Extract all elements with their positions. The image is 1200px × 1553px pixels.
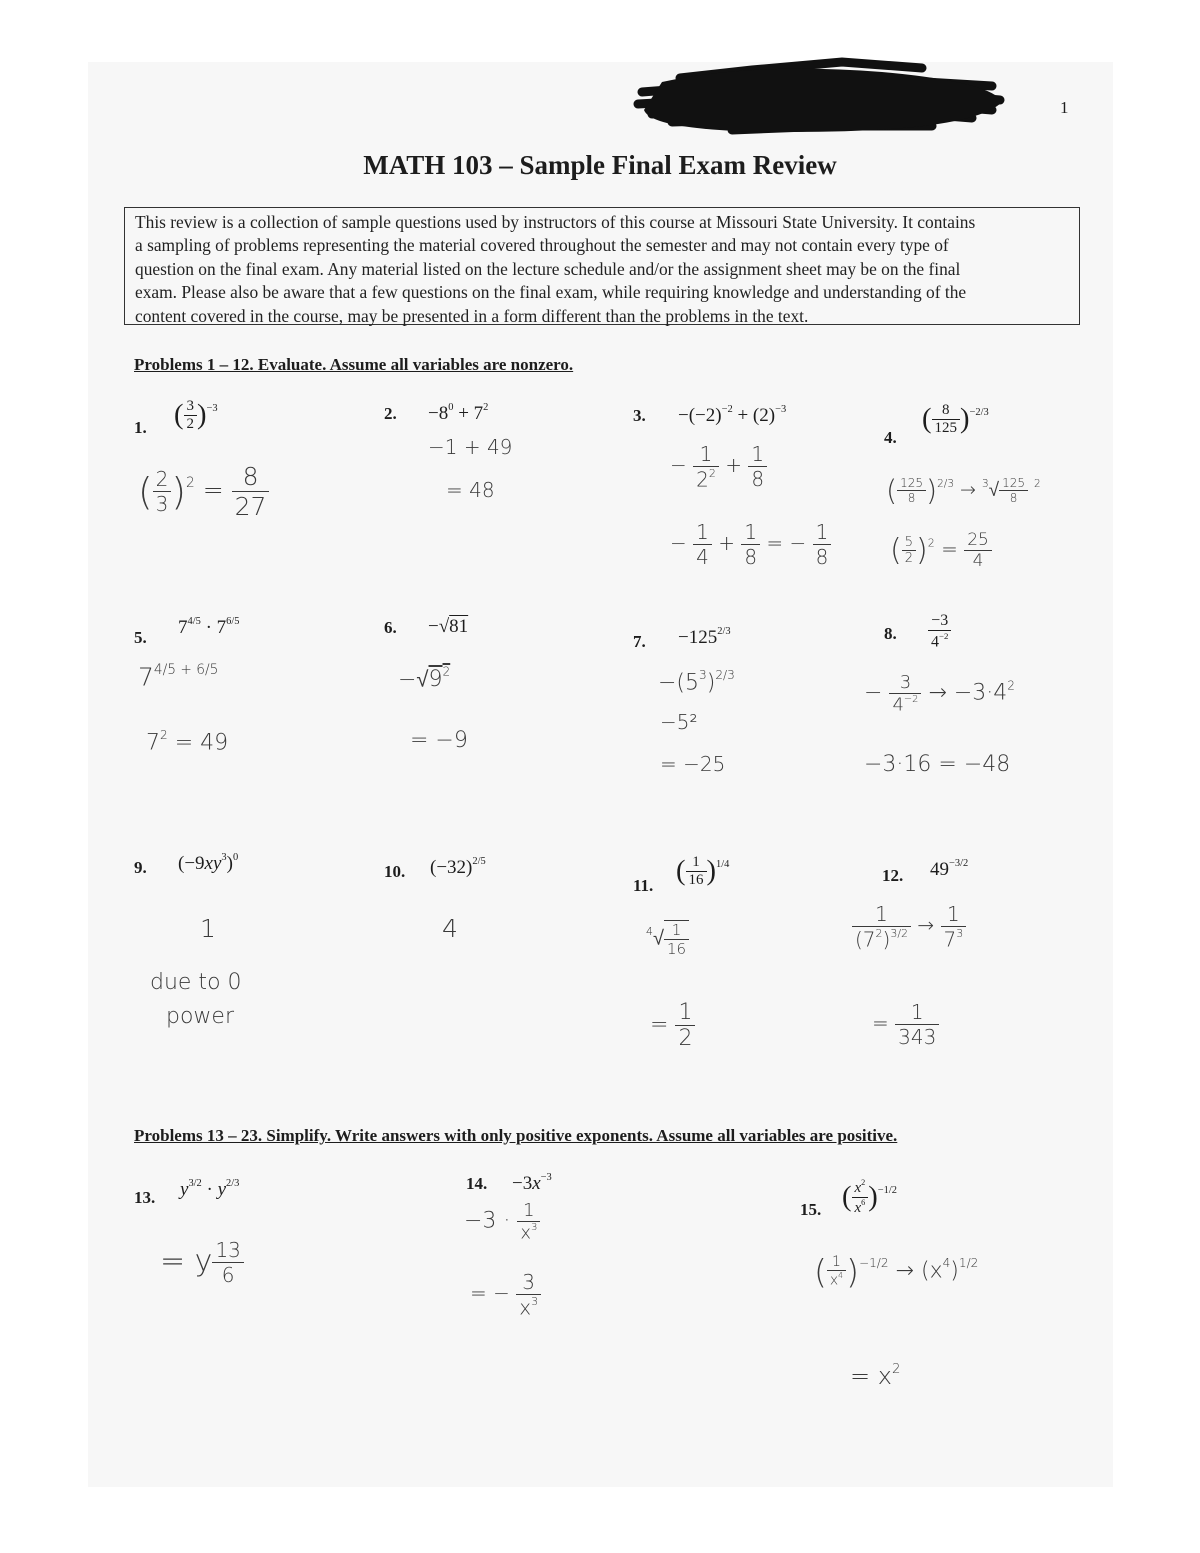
problem-11-work: $^4$√ $\frac{1}{16}$ <box>646 920 689 958</box>
problem-4-work: ( $\frac{5}{2}$ )$^2$ = $\frac{25}{4}$ <box>890 530 992 571</box>
page-title: MATH 103 – Sample Final Exam Review <box>363 150 837 180</box>
intro-line: This review is a collection of sample questions used by instructors of this course at Missouri State University. It contains <box>135 212 976 232</box>
problem-10-work: 4 <box>442 914 458 943</box>
page-number: 1 <box>1060 98 1069 117</box>
problem-14-work: −3 · $\frac{1}{x^3}$ <box>464 1200 540 1243</box>
problem-11-expression: ( $\frac{1}{16}$ )$^{1/4}$ <box>676 854 730 888</box>
problem-number: 15. <box>800 1200 822 1219</box>
problem-number: 10. <box>384 862 406 881</box>
problem-number: 11. <box>633 876 654 895</box>
problem-6-work: $-√9^2$ <box>398 665 451 693</box>
problem-5-expression: $7^{4/5} \cdot 7^{6/5}$ <box>178 616 240 638</box>
problem-5-work: $7^2 = 49$ <box>146 728 229 756</box>
section-heading-2: Problems 13 – 23. Simplify. Write answers with only positive exponents. Assume all variables are positive. <box>134 1126 898 1145</box>
problem-7-work: $-(5^3)^{2/3}$ <box>658 668 735 696</box>
problem-11-work: = $\frac{1}{2}$ <box>650 1000 695 1051</box>
problem-1-work: ( $\frac{2}{3}$ )$^2$ = $\frac{8}{27}$ <box>138 462 269 521</box>
problem-2-work: −1 + 49 <box>428 435 513 459</box>
problem-8-expression: $\frac{-3}{4^{-2}}$ <box>928 612 951 651</box>
problem-number: 13. <box>134 1188 156 1207</box>
problem-2-expression: $-8^0 + 7^2$ <box>428 402 489 424</box>
intro-line: exam. Please also be aware that a few questions on the final exam, while requiring knowledge and understanding of the <box>135 282 967 303</box>
section-heading-1: Problems 1 – 12. Evaluate. Assume all variables are nonzero. <box>134 355 574 374</box>
problem-4-expression: ( $\frac{8}{125}$ )$^{-2/3}$ <box>922 402 989 436</box>
problem-number: 12. <box>882 866 904 885</box>
problem-9-work: power <box>166 1004 234 1029</box>
problem-7-work: −5² <box>660 710 698 734</box>
problem-number: 2. <box>384 404 397 423</box>
problem-9-expression: $(-9xy^3)^0$ <box>178 852 239 874</box>
problem-7-work: = −25 <box>660 752 726 776</box>
problem-15-work: ( $\frac{1}{x^4}$ )$^{-1/2} \to (x^4)^{1/2}$ <box>814 1252 979 1291</box>
problem-13-work: = y $\frac{13}{6}$ <box>160 1238 244 1287</box>
intro-line: content covered in the course, may be presented in a form different than the problems in the text. <box>135 305 809 326</box>
problem-9-work: due to 0 <box>150 970 242 995</box>
problem-1-expression: ( $\frac{3}{2}$ )$^{-3}$ <box>174 398 218 432</box>
problem-12-work: $\frac{1}{(7^2)^{3/2}}$ → $\frac{1}{7^3}$ <box>852 902 966 951</box>
problem-7-expression: $-125^{2/3}$ <box>678 626 731 648</box>
problem-15-work: = $x^2$ <box>850 1362 901 1391</box>
problem-5-work: $7^{4/5 + 6/5}$ <box>138 662 219 692</box>
intro-line: a sampling of problems representing the material covered throughout the semester and may not contain every type of <box>135 235 949 256</box>
problem-number: 3. <box>633 406 646 425</box>
problem-number: 6. <box>384 618 397 637</box>
problem-10-expression: $(-32)^{2/5}$ <box>430 856 486 878</box>
problem-2-work: = 48 <box>446 478 495 502</box>
problem-9-work: 1 <box>200 914 216 943</box>
problem-15-expression: ( $\frac{x^2}{x^6}$ )$^{-1/2}$ <box>842 1178 898 1216</box>
problem-3-expression: $-(-2)^{-2} + (2)^{-3}$ <box>678 404 787 426</box>
problem-8-work: −3·16 = −48 <box>864 752 1011 777</box>
problem-3-work: − $\frac{1}{2^2}$ + $\frac{1}{8}$ <box>670 442 767 491</box>
problem-12-work: = $\frac{1}{343}$ <box>872 1000 939 1049</box>
problem-number: 8. <box>884 624 897 643</box>
problem-4-work: ( $\frac{125}{8}$ )$^{2/3}$ → $^3$√ $\frac{125}{8}$ $^2$ <box>886 474 1041 507</box>
problem-6-work: = −9 <box>410 728 468 753</box>
problem-number: 5. <box>134 628 147 647</box>
problem-number: 4. <box>884 428 897 447</box>
intro-box <box>124 207 1080 325</box>
problem-6-expression: −√81 <box>428 616 469 637</box>
problem-number: 7. <box>633 632 646 651</box>
redaction-scribble <box>632 52 1012 142</box>
problem-14-work: = − $\frac{3}{x^3}$ <box>470 1270 541 1319</box>
intro-line: question on the final exam. Any material listed on the lecture schedule and/or the assignment sheet may be on the final <box>135 258 961 279</box>
problem-12-expression: $49^{-3/2}$ <box>930 858 969 880</box>
problem-13-expression: $y^{3/2} \cdot y^{2/3}$ <box>180 1178 240 1200</box>
problem-14-expression: $-3x^{-3}$ <box>512 1172 552 1194</box>
problem-number: 9. <box>134 858 147 877</box>
problem-3-work: − $\frac{1}{4}$ + $\frac{1}{8}$ = − $\frac{1}{8}$ <box>670 520 831 569</box>
problem-number: 1. <box>134 418 147 437</box>
problem-number: 14. <box>466 1174 488 1193</box>
problem-8-work: − $\frac{3}{4^{-2}}$ → $-3\cdot 4^2$ <box>864 672 1015 716</box>
